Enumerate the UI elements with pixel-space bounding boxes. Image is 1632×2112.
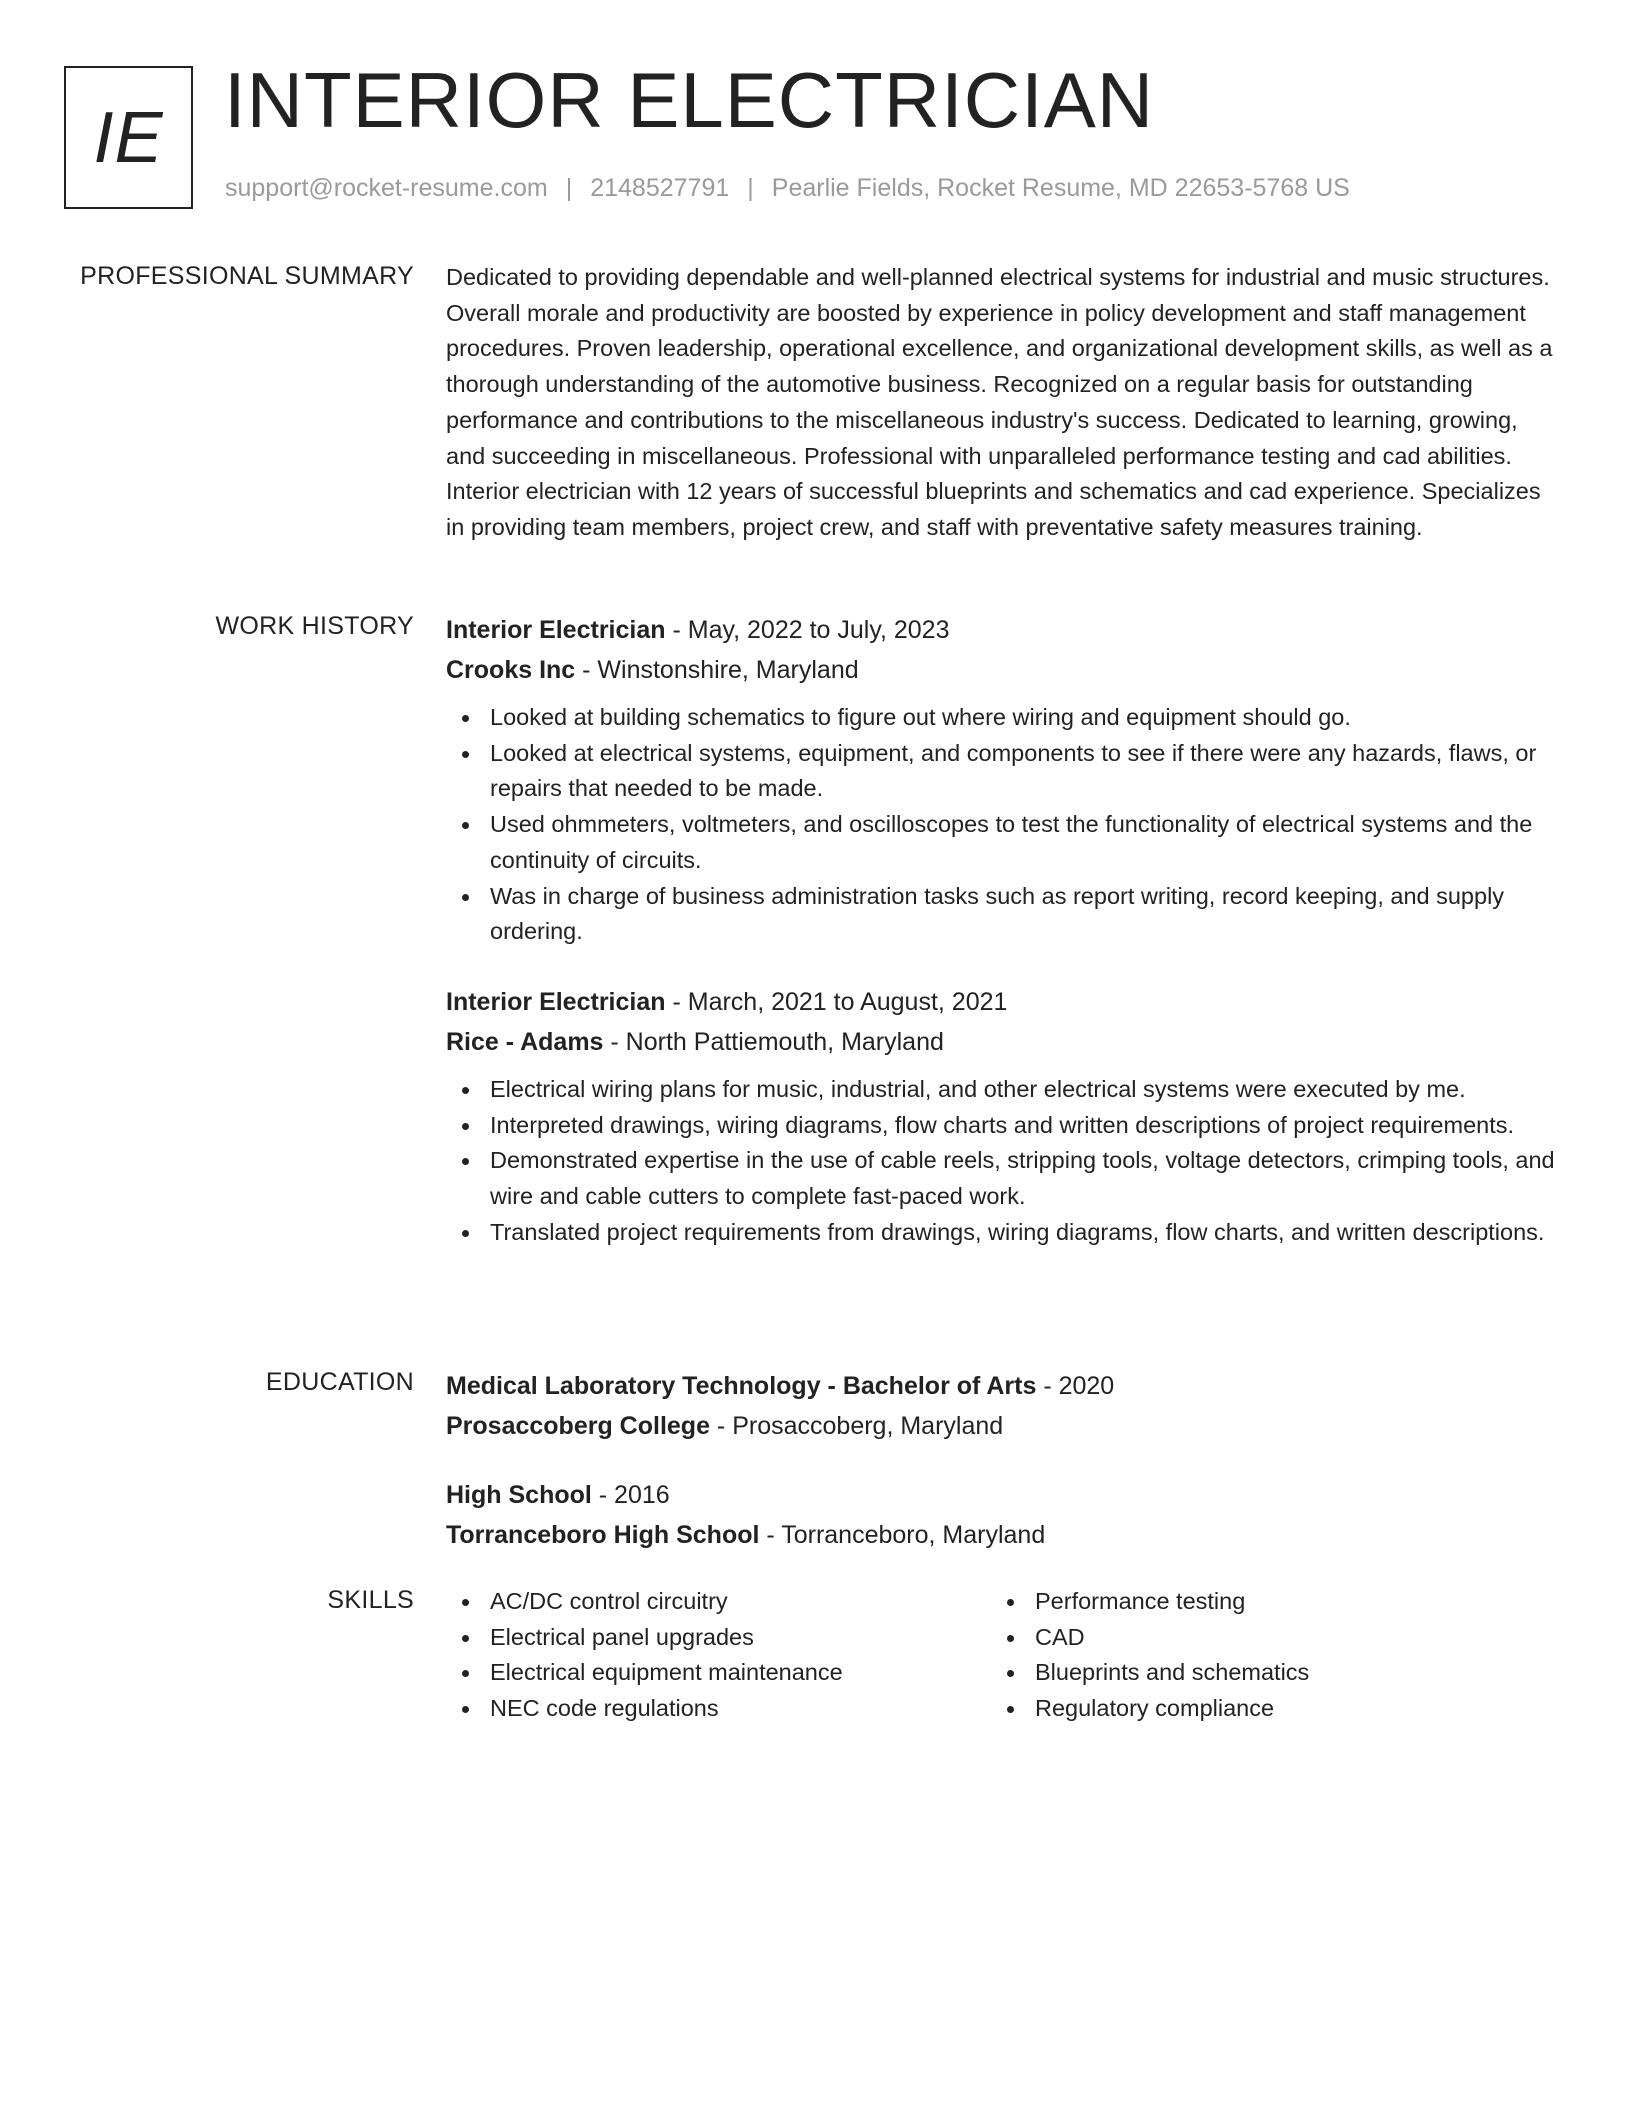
education-school-line xyxy=(446,1406,1560,1446)
job-company-line xyxy=(446,650,1560,690)
skills-body xyxy=(446,1584,1560,1727)
job-bullet: Looked at building schematics to figure out where wiring and equipment should go. xyxy=(446,700,1560,736)
education-degree: Medical Laboratory Technology - Bachelor of Arts xyxy=(446,1372,1037,1400)
contact-line xyxy=(225,174,1350,203)
education-body xyxy=(446,1366,1560,1555)
skill-item: Performance testing xyxy=(991,1584,1536,1620)
monogram-box xyxy=(64,66,193,209)
skill-item: AC/DC control circuitry xyxy=(446,1584,991,1620)
work-history-section xyxy=(64,610,1574,1250)
education-section xyxy=(64,1366,1574,1555)
job-bullet: Translated project requirements from drawings, wiring diagrams, flow charts, and written descriptions. xyxy=(446,1215,1560,1251)
job-dates: - March, 2021 to August, 2021 xyxy=(665,987,1008,1016)
job-location: - North Pattiemouth, Maryland xyxy=(603,1027,944,1056)
skill-item: Regulatory compliance xyxy=(991,1691,1536,1727)
contact-separator: | xyxy=(747,174,754,202)
job-bullet: Was in charge of business administration tasks such as report writing, record keeping, and supply ordering. xyxy=(446,879,1560,950)
section-label-summary: PROFESSIONAL SUMMARY xyxy=(80,262,414,290)
job-bullet: Looked at electrical systems, equipment, and components to see if there were any hazards, flaws, or repairs that needed to be made. xyxy=(446,736,1560,807)
skills-column-left xyxy=(446,1584,991,1727)
job-entry xyxy=(446,610,1560,950)
skill-item: Electrical panel upgrades xyxy=(446,1620,991,1656)
job-title: Interior Electrician xyxy=(446,616,666,644)
job-bullet: Electrical wiring plans for music, industrial, and other electrical systems were executed by me. xyxy=(446,1072,1560,1108)
education-year: - 2020 xyxy=(1036,1372,1115,1400)
skills-columns xyxy=(446,1584,1560,1727)
contact-email: support@rocket-resume.com xyxy=(225,174,548,202)
education-year: - 2016 xyxy=(591,1481,670,1509)
education-degree-line xyxy=(446,1366,1560,1406)
education-degree-line xyxy=(446,1475,1560,1515)
education-location: - Torranceboro, Maryland xyxy=(759,1521,1046,1549)
contact-address: Pearlie Fields, Rocket Resume, MD 22653-5768 US xyxy=(771,174,1350,202)
job-location: - Winstonshire, Maryland xyxy=(575,656,859,684)
education-school: Prosaccoberg College xyxy=(446,1412,710,1440)
education-location: - Prosaccoberg, Maryland xyxy=(709,1412,1004,1440)
job-company-line xyxy=(446,1022,1560,1062)
section-label-skills: SKILLS xyxy=(327,1586,414,1614)
contact-separator: | xyxy=(565,174,573,202)
education-degree: High School xyxy=(446,1481,592,1509)
resume-name: INTERIOR ELECTRICIAN xyxy=(224,56,1155,144)
section-label-education: EDUCATION xyxy=(265,1368,414,1396)
job-company: Rice - Adams xyxy=(446,1027,604,1056)
skills-section xyxy=(64,1584,1574,1727)
job-title: Interior Electrician xyxy=(446,987,666,1016)
work-history-body xyxy=(446,610,1560,1250)
job-company: Crooks Inc xyxy=(446,656,576,684)
monogram-initials: IE xyxy=(93,97,164,178)
summary-section xyxy=(64,260,1574,546)
education-school: Torranceboro High School xyxy=(446,1521,760,1549)
skill-item: Electrical equipment maintenance xyxy=(446,1655,991,1691)
skill-item: Blueprints and schematics xyxy=(991,1655,1536,1691)
job-title-line xyxy=(446,610,1560,650)
skill-item: NEC code regulations xyxy=(446,1691,991,1727)
job-bullets xyxy=(446,700,1560,950)
job-bullet: Used ohmmeters, voltmeters, and oscilloscopes to test the functionality of electrical systems and the continuity of circuits. xyxy=(446,807,1560,878)
contact-phone: 2148527791 xyxy=(590,174,730,202)
education-school-line xyxy=(446,1515,1560,1555)
education-entry xyxy=(446,1475,1560,1555)
section-label-work-history: WORK HISTORY xyxy=(215,612,414,640)
job-entry xyxy=(446,982,1560,1251)
job-bullets xyxy=(446,1072,1560,1251)
summary-text: Dedicated to providing dependable and well-planned electrical systems for industrial and music structures. Overall morale and productivity are boosted by experience in policy development and staff management procedures. Proven leadership, operational excellence, and organizational development skills, as well as a thorough understanding of the automotive business. Recognized on a regular basis for outstanding performance and contributions to the miscellaneous industry's success. Dedicated to learning, growing, and succeeding in miscellaneous. Professional with unparalleled performance testing and cad abilities. Interior electrician with 12 years of successful blueprints and schematics and cad experience. Specializes in providing team members, project crew, and staff with preventative safety measures training. xyxy=(446,264,1553,540)
job-dates: - May, 2022 to July, 2023 xyxy=(665,616,950,644)
education-entry xyxy=(446,1366,1560,1446)
job-bullet: Demonstrated expertise in the use of cable reels, stripping tools, voltage detectors, crimping tools, and wire and cable cutters to complete fast-paced work. xyxy=(446,1143,1560,1214)
skills-column-right xyxy=(991,1584,1536,1727)
job-title-line xyxy=(446,982,1560,1022)
job-bullet: Interpreted drawings, wiring diagrams, flow charts and written descriptions of project requirements. xyxy=(446,1108,1560,1144)
skill-item: CAD xyxy=(991,1620,1536,1656)
